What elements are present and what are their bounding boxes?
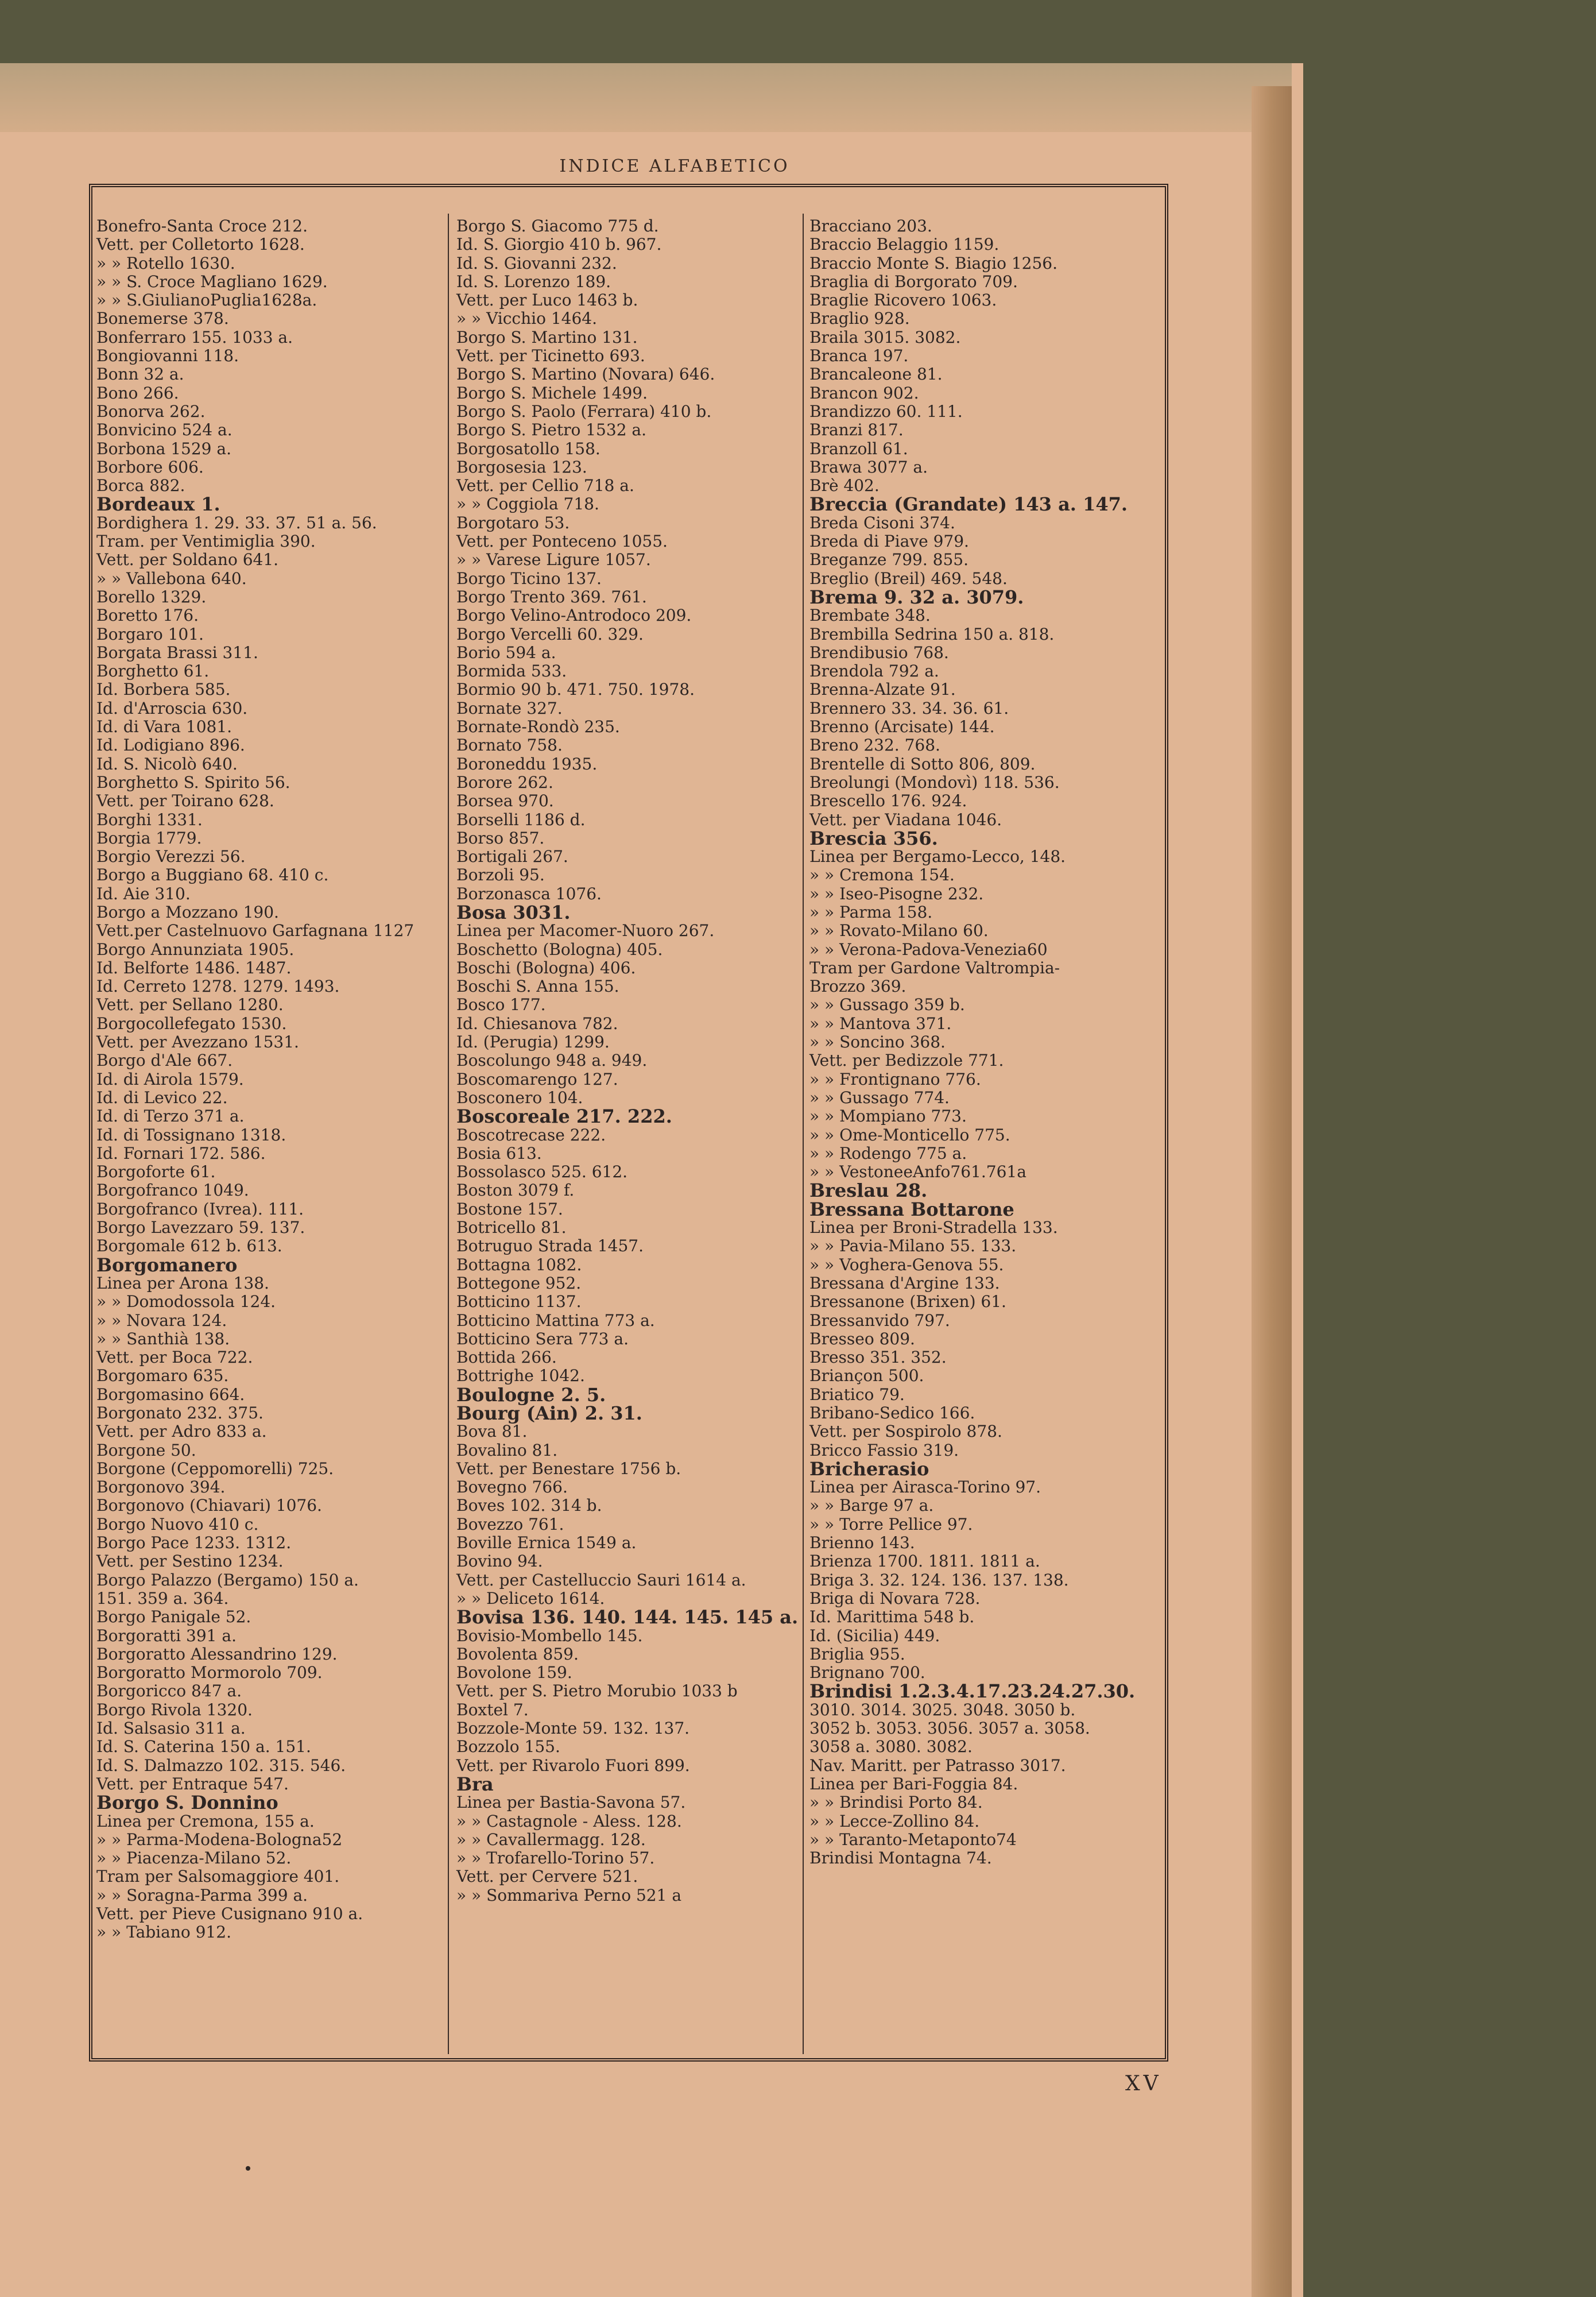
index-entry: Braila 3015. 3082. xyxy=(809,327,961,347)
index-entry: Borgo S. Pietro 1532 a. xyxy=(456,420,646,440)
index-entry: Bozzole-Monte 59. 132. 137. xyxy=(456,1719,690,1738)
index-entry: Id. S. Lorenzo 189. xyxy=(456,272,611,291)
index-entry: Brennero 33. 34. 36. 61. xyxy=(809,698,1009,718)
index-entry: » » Trofarello-Torino 57. xyxy=(456,1849,655,1868)
index-entry: Bozzolo 155. xyxy=(456,1737,560,1757)
index-entry: Id. Cerreto 1278. 1279. 1493. xyxy=(96,977,340,996)
index-entry: Brentelle di Sotto 806, 809. xyxy=(809,754,1036,774)
page-header: INDICE ALFABETICO xyxy=(559,156,790,176)
index-entry: Bono 266. xyxy=(96,383,179,403)
index-entry: Bra xyxy=(456,1773,494,1795)
index-entry: Brandizzo 60. 111. xyxy=(809,401,963,421)
index-entry: Id. Salsasio 311 a. xyxy=(96,1719,246,1738)
index-entry: Bonferraro 155. 1033 a. xyxy=(96,327,293,347)
index-entry: Bornato 758. xyxy=(456,736,563,755)
index-entry: Vett. per Soldano 641. xyxy=(96,550,279,570)
ink-dot xyxy=(246,2166,250,2171)
index-entry: Bracciano 203. xyxy=(809,216,932,235)
index-entry: Boves 102. 314 b. xyxy=(456,1496,602,1515)
index-entry: Breglio (Breil) 469. 548. xyxy=(809,569,1008,588)
index-entry: Bovegno 766. xyxy=(456,1478,568,1497)
index-entry: Brema 9. 32 a. 3079. xyxy=(809,586,1024,608)
index-entry: Borgio Verezzi 56. xyxy=(96,847,246,867)
index-entry: Borgo Trento 369. 761. xyxy=(456,587,647,606)
index-entry: Linea per Cremona, 155 a. xyxy=(96,1811,315,1831)
index-entry: » » Soragna-Parma 399 a. xyxy=(96,1885,308,1905)
index-entry: » » Rodengo 775 a. xyxy=(809,1143,967,1163)
index-entry: » » VestoneeAnfo761.761a xyxy=(809,1162,1026,1182)
index-entry: Bourg (Ain) 2. 31. xyxy=(456,1402,642,1424)
index-entry: Boscomarengo 127. xyxy=(456,1069,618,1089)
index-entry: Bovezzo 761. xyxy=(456,1514,564,1534)
index-entry: Borgonovo (Chiavari) 1076. xyxy=(96,1496,322,1515)
index-entry: Brozzo 369. xyxy=(809,977,907,996)
index-entry: Vett. per Benestare 1756 b. xyxy=(456,1459,681,1478)
index-entry: Borgone (Ceppomorelli) 725. xyxy=(96,1459,334,1478)
index-entry: » » Verona-Padova-Venezia60 xyxy=(809,939,1048,959)
index-entry: » » Torre Pellice 97. xyxy=(809,1514,973,1534)
index-entry: Bovolone 159. xyxy=(456,1663,572,1683)
index-entry: Id. (Sicilia) 449. xyxy=(809,1626,940,1645)
index-entry: Borgo Vercelli 60. 329. xyxy=(456,624,644,644)
index-entry: Id. S. Giorgio 410 b. 967. xyxy=(456,235,662,254)
index-entry: Linea per Airasca-Torino 97. xyxy=(809,1478,1041,1497)
index-entry: Bressanvido 797. xyxy=(809,1310,950,1330)
index-entry: Borgo a Buggiano 68. 410 c. xyxy=(96,865,329,885)
index-entry: Borgo Annunziata 1905. xyxy=(96,939,295,959)
index-entry: Borello 1329. xyxy=(96,587,207,606)
index-entry: » » Frontignano 776. xyxy=(809,1069,981,1089)
index-entry: Borso 857. xyxy=(456,828,545,848)
index-entry: Vett. per Viadana 1046. xyxy=(809,810,1002,829)
index-entry: » » Rotello 1630. xyxy=(96,253,235,273)
index-entry: Bova 81. xyxy=(456,1422,528,1441)
index-entry: Borgosatollo 158. xyxy=(456,439,601,458)
index-entry: Bottagna 1082. xyxy=(456,1255,582,1274)
index-entry: Borsea 970. xyxy=(456,791,554,811)
index-entry: Braglia di Borgorato 709. xyxy=(809,272,1018,291)
page-right-edge xyxy=(1252,86,1292,2297)
index-entry: » » Sommariva Perno 521 a xyxy=(456,1885,682,1905)
index-entry: Borgo Pace 1233. 1312. xyxy=(96,1533,292,1553)
index-entry: Borgocollefegato 1530. xyxy=(96,1014,287,1033)
index-entry: Borgo S. Martino (Novara) 646. xyxy=(456,365,715,384)
index-entry: Id. Lodigiano 896. xyxy=(96,736,245,755)
index-entry: Bressana Bottarone xyxy=(809,1198,1014,1220)
index-entry: Brienza 1700. 1811. 1811 a. xyxy=(809,1552,1040,1571)
index-entry: Borgofranco 1049. xyxy=(96,1181,249,1200)
index-entry: Briga di Novara 728. xyxy=(809,1588,981,1608)
index-entry: » » Iseo-Pisogne 232. xyxy=(809,884,984,903)
index-entry: Id. di Terzo 371 a. xyxy=(96,1107,245,1126)
index-entry: Linea per Broni-Stradella 133. xyxy=(809,1218,1058,1238)
index-entry: » » Cavallermagg. 128. xyxy=(456,1830,646,1849)
index-entry: Borselli 1186 d. xyxy=(456,810,586,829)
index-entry: Borgo Velino-Antrodoco 209. xyxy=(456,606,692,625)
index-entry: Borgo S. Paolo (Ferrara) 410 b. xyxy=(456,401,712,421)
index-entry: » » Mantova 371. xyxy=(809,1014,952,1033)
index-entry: Braglio 928. xyxy=(809,309,910,328)
index-entry: Bribano-Sedico 166. xyxy=(809,1403,975,1422)
index-entry: Bormio 90 b. 471. 750. 1978. xyxy=(456,680,695,699)
index-entry: Linea per Macomer-Nuoro 267. xyxy=(456,921,715,941)
index-entry: Borgotaro 53. xyxy=(456,513,570,532)
index-entry: 151. 359 a. 364. xyxy=(96,1588,229,1608)
index-entry: Vett. per Pieve Cusignano 910 a. xyxy=(96,1904,363,1924)
index-entry: Id. Borbera 585. xyxy=(96,680,231,699)
index-entry: » » Castagnole - Aless. 128. xyxy=(456,1811,682,1831)
index-entry: Boschi (Bologna) 406. xyxy=(456,958,636,977)
index-entry: » » Gussago 774. xyxy=(809,1088,950,1107)
index-entry: Borgo Nuovo 410 c. xyxy=(96,1514,259,1534)
index-entry: Boscolungo 948 a. 949. xyxy=(456,1051,648,1070)
index-entry: Bosconero 104. xyxy=(456,1088,583,1107)
index-entry: Bordeaux 1. xyxy=(96,493,220,516)
index-entry: Id. S. Nicolò 640. xyxy=(96,754,238,774)
index-entry: Brenno (Arcisate) 144. xyxy=(809,717,995,737)
index-entry: Bosco 177. xyxy=(456,995,546,1015)
index-entry: Nav. Maritt. per Patrasso 3017. xyxy=(809,1755,1066,1775)
index-entry: Borgo S. Giacomo 775 d. xyxy=(456,216,659,235)
index-entry: Braccio Belaggio 1159. xyxy=(809,235,1000,254)
index-entry: Botticino 1137. xyxy=(456,1292,582,1312)
index-entry: Bovino 94. xyxy=(456,1552,543,1571)
index-entry: Branzi 817. xyxy=(809,420,904,440)
index-entry: Vett. per Colletorto 1628. xyxy=(96,235,305,254)
index-entry: Borgomasino 664. xyxy=(96,1385,245,1404)
index-entry: Brancaleone 81. xyxy=(809,365,943,384)
index-entry: Bonorva 262. xyxy=(96,401,206,421)
index-entry: Bressanone (Brixen) 61. xyxy=(809,1292,1006,1312)
index-entry: » » Piacenza-Milano 52. xyxy=(96,1849,292,1868)
index-entry: Borore 262. xyxy=(456,772,553,792)
index-entry: » » Santhià 138. xyxy=(96,1329,230,1348)
index-entry: Brawa 3077 a. xyxy=(809,457,928,477)
index-entry: Id. Chiesanova 782. xyxy=(456,1014,618,1033)
index-entry: Id. (Perugia) 1299. xyxy=(456,1033,610,1052)
index-entry: Bovisa 136. 140. 144. 145. 145 a. xyxy=(456,1606,799,1629)
index-entry: Brienno 143. xyxy=(809,1533,915,1553)
index-entry: » » Pavia-Milano 55. 133. xyxy=(809,1236,1017,1256)
index-entry: » » Varese Ligure 1057. xyxy=(456,550,651,570)
index-entry: Bornate-Rondò 235. xyxy=(456,717,620,737)
index-entry: Brembate 348. xyxy=(809,606,931,625)
index-entry: Bottida 266. xyxy=(456,1348,557,1367)
index-entry: Linea per Bastia-Savona 57. xyxy=(456,1793,686,1812)
index-entry: Brescello 176. 924. xyxy=(809,791,967,811)
index-entry: Vett. per Ponteceno 1055. xyxy=(456,532,668,551)
index-entry: Brè 402. xyxy=(809,476,880,496)
index-entry: Vett. per S. Pietro Morubio 1033 b xyxy=(456,1681,738,1701)
index-entry: Id. Aie 310. xyxy=(96,884,191,903)
index-entry: Linea per Arona 138. xyxy=(96,1273,269,1293)
index-entry: Borgo Panigale 52. xyxy=(96,1607,251,1627)
index-entry: Borgonato 232. 375. xyxy=(96,1403,264,1422)
index-entry: Bordighera 1. 29. 33. 37. 51 a. 56. xyxy=(96,513,377,532)
index-entry: Borgomanero xyxy=(96,1254,238,1276)
index-entry: Bresso 351. 352. xyxy=(809,1348,947,1367)
index-entry: 3052 b. 3053. 3056. 3057 a. 3058. xyxy=(809,1719,1090,1738)
index-entry: Borzonasca 1076. xyxy=(456,884,602,903)
index-entry: Borgo S. Michele 1499. xyxy=(456,383,648,403)
index-entry: Briga 3. 32. 124. 136. 137. 138. xyxy=(809,1570,1069,1590)
column-separator xyxy=(803,214,804,2054)
index-entry: Vett. per Toirano 628. xyxy=(96,791,274,811)
index-entry: Brancon 902. xyxy=(809,383,919,403)
index-entry: Bonefro-Santa Croce 212. xyxy=(96,216,308,235)
index-entry: » » Coggiola 718. xyxy=(456,494,599,514)
index-entry: Borbona 1529 a. xyxy=(96,439,231,458)
index-entry: Boschi S. Anna 155. xyxy=(456,977,619,996)
index-entry: » » Ome-Monticello 775. xyxy=(809,1125,1010,1144)
index-entry: Borgo d'Ale 667. xyxy=(96,1051,233,1070)
index-entry: Borgoratto Mormorolo 709. xyxy=(96,1663,323,1683)
index-entry: Boretto 176. xyxy=(96,606,199,625)
index-entry: » » S.GiulianoPuglia1628a. xyxy=(96,291,317,310)
index-entry: Boscoreale 217. 222. xyxy=(456,1105,672,1128)
index-entry: Borgomale 612 b. 613. xyxy=(96,1236,282,1256)
index-entry: Boston 3079 f. xyxy=(456,1181,575,1200)
index-entry: Borgomaro 635. xyxy=(96,1366,229,1386)
index-entry: Borgo Lavezzaro 59. 137. xyxy=(96,1218,305,1238)
index-entry: Id. Belforte 1486. 1487. xyxy=(96,958,292,977)
index-entry: Bresseo 809. xyxy=(809,1329,915,1348)
index-entry: Briançon 500. xyxy=(809,1366,924,1386)
index-entry: Briglia 955. xyxy=(809,1644,905,1664)
index-entry: » » Parma 158. xyxy=(809,902,933,922)
index-entry: Boroneddu 1935. xyxy=(456,754,598,774)
index-entry: » » Parma-Modena-Bologna52 xyxy=(96,1830,343,1849)
index-entry: Borgo Ticino 137. xyxy=(456,569,602,588)
index-entry: Boscotrecase 222. xyxy=(456,1125,606,1144)
index-entry: Bottegone 952. xyxy=(456,1273,582,1293)
index-entry: » » Voghera-Genova 55. xyxy=(809,1255,1004,1274)
index-entry: Id. di Tossignano 1318. xyxy=(96,1125,286,1144)
index-entry: Borgo Palazzo (Bergamo) 150 a. xyxy=(96,1570,359,1590)
index-entry: Borzoli 95. xyxy=(456,865,545,885)
index-entry: Vett. per Sestino 1234. xyxy=(96,1552,284,1571)
index-entry: » » Taranto-Metaponto74 xyxy=(809,1830,1017,1849)
index-entry: Bostone 157. xyxy=(456,1199,563,1219)
index-entry: » » Vallebona 640. xyxy=(96,569,247,588)
index-entry: Borio 594 a. xyxy=(456,643,556,662)
index-entry: Borgo S. Donnino xyxy=(96,1792,278,1814)
index-entry: Bovisio-Mombello 145. xyxy=(456,1626,643,1645)
index-entry: Braglie Ricovero 1063. xyxy=(809,291,997,310)
index-entry: Vett. per Cellio 718 a. xyxy=(456,476,634,496)
index-entry: Borgo a Mozzano 190. xyxy=(96,902,279,922)
index-entry: Bovalino 81. xyxy=(456,1440,558,1460)
index-entry: Bortigali 267. xyxy=(456,847,568,867)
index-entry: Borghetto S. Spirito 56. xyxy=(96,772,290,792)
index-entry: Breda di Piave 979. xyxy=(809,532,969,551)
index-entry: Bonemerse 378. xyxy=(96,309,229,328)
index-entry: Linea per Bergamo-Lecco, 148. xyxy=(809,847,1066,867)
index-entry: Vett. per Entraque 547. xyxy=(96,1774,289,1793)
index-entry: » » Rovato-Milano 60. xyxy=(809,921,989,941)
index-entry: » » Cremona 154. xyxy=(809,865,955,885)
index-entry: Borghi 1331. xyxy=(96,810,203,829)
index-column-2 xyxy=(456,217,801,1905)
index-entry: Brindisi 1.2.3.4.17.23.24.27.30. xyxy=(809,1680,1136,1703)
index-entry: Linea per Bari-Foggia 84. xyxy=(809,1774,1018,1793)
index-entry: Bornate 327. xyxy=(456,698,563,718)
index-entry: Tram per Gardone Valtrompia- xyxy=(809,958,1060,977)
index-entry: » » S. Croce Magliano 1629. xyxy=(96,272,328,291)
index-entry: Borgo S. Martino 131. xyxy=(456,327,638,347)
index-entry: » » Soncino 368. xyxy=(809,1033,946,1052)
index-entry: » » Lecce-Zollino 84. xyxy=(809,1811,980,1831)
index-entry: Vett. per Sellano 1280. xyxy=(96,995,284,1015)
index-entry: Vett. per Luco 1463 b. xyxy=(456,291,638,310)
index-entry: Breslau 28. xyxy=(809,1180,928,1202)
index-entry: » » Mompiano 773. xyxy=(809,1107,967,1126)
index-entry: Bossolasco 525. 612. xyxy=(456,1162,628,1182)
index-entry: Breno 232. 768. xyxy=(809,736,940,755)
index-entry: Borgoricco 847 a. xyxy=(96,1681,242,1701)
index-entry: Boschetto (Bologna) 405. xyxy=(456,939,663,959)
index-entry: Brignano 700. xyxy=(809,1663,925,1683)
index-entry: » » Domodossola 124. xyxy=(96,1292,276,1312)
index-entry: Borgia 1779. xyxy=(96,828,202,848)
index-entry: Breccia (Grandate) 143 a. 147. xyxy=(809,493,1128,516)
index-entry: Bricherasio xyxy=(809,1457,929,1480)
index-entry: Braccio Monte S. Biagio 1256. xyxy=(809,253,1058,273)
index-entry: Branzoll 61. xyxy=(809,439,908,458)
index-entry: Borgone 50. xyxy=(96,1440,196,1460)
index-entry: Boville Ernica 1549 a. xyxy=(456,1533,637,1553)
index-entry: Bormida 533. xyxy=(456,662,567,681)
page-number: XV xyxy=(1125,2072,1162,2095)
index-entry: Tram per Salsomaggiore 401. xyxy=(96,1867,340,1886)
index-entry: Id. Fornari 172. 586. xyxy=(96,1143,266,1163)
index-entry: Id. di Levico 22. xyxy=(96,1088,228,1107)
index-entry: Id. d'Arroscia 630. xyxy=(96,698,248,718)
index-entry: Borgoratto Alessandrino 129. xyxy=(96,1644,338,1664)
index-entry: Borgaro 101. xyxy=(96,624,204,644)
index-entry: Branca 197. xyxy=(809,346,909,366)
index-entry: » » Gussago 359 b. xyxy=(809,995,965,1015)
index-entry: Vett. per Avezzano 1531. xyxy=(96,1033,299,1052)
index-entry: Brenna-Alzate 91. xyxy=(809,680,956,699)
index-entry: Vett. per Rivarolo Fuori 899. xyxy=(456,1755,690,1775)
index-entry: Brendibusio 768. xyxy=(809,643,949,662)
index-entry: » » Vicchio 1464. xyxy=(456,309,598,328)
index-entry: Vett.per Castelnuovo Garfagnana 1127 xyxy=(96,921,415,941)
index-entry: Bricco Fassio 319. xyxy=(809,1440,959,1460)
index-entry: Vett. per Adro 833 a. xyxy=(96,1422,267,1441)
index-entry: Vett. per Bedizzole 771. xyxy=(809,1051,1004,1070)
index-entry: Breda Cisoni 374. xyxy=(809,513,955,532)
index-entry: » » Tabiano 912. xyxy=(96,1923,231,1942)
index-entry: Id. S. Giovanni 232. xyxy=(456,253,617,273)
index-entry: Boulogne 2. 5. xyxy=(456,1383,606,1406)
index-entry: Vett. per Ticinetto 693. xyxy=(456,346,645,366)
column-separator xyxy=(448,214,449,2054)
index-entry: Bonvicino 524 a. xyxy=(96,420,233,440)
index-entry: Bonn 32 a. xyxy=(96,365,184,384)
index-entry: Bongiovanni 118. xyxy=(96,346,239,366)
index-entry: Brindisi Montagna 74. xyxy=(809,1849,992,1868)
index-entry: Borgoforte 61. xyxy=(96,1162,216,1182)
index-column-1 xyxy=(96,217,429,1942)
index-entry: Breganze 799. 855. xyxy=(809,550,969,570)
index-entry: Breolungi (Mondovì) 118. 536. xyxy=(809,772,1060,792)
index-entry: Vett. per Cervere 521. xyxy=(456,1867,638,1886)
index-entry: 3058 a. 3080. 3082. xyxy=(809,1737,973,1757)
index-entry: Tram. per Ventimiglia 390. xyxy=(96,532,316,551)
index-entry: Borgoratti 391 a. xyxy=(96,1626,237,1645)
index-entry: Borghetto 61. xyxy=(96,662,210,681)
index-entry: Id. di Airola 1579. xyxy=(96,1069,244,1089)
index-entry: » » Barge 97 a. xyxy=(809,1496,934,1515)
index-entry: Borgata Brassi 311. xyxy=(96,643,258,662)
index-entry: » » Novara 124. xyxy=(96,1310,227,1330)
index-entry: Briatico 79. xyxy=(809,1385,905,1404)
index-entry: » » Brindisi Porto 84. xyxy=(809,1793,983,1812)
index-column-3 xyxy=(809,217,1165,1867)
index-entry: Id. S. Dalmazzo 102. 315. 546. xyxy=(96,1755,346,1775)
index-entry: Bressana d'Argine 133. xyxy=(809,1273,1000,1293)
index-entry: Id. S. Caterina 150 a. 151. xyxy=(96,1737,311,1757)
index-entry: Borbore 606. xyxy=(96,457,204,477)
page-top-edge xyxy=(0,63,1292,132)
index-entry: Botricello 81. xyxy=(456,1218,567,1238)
index-entry: Borgofranco (Ivrea). 111. xyxy=(96,1199,304,1219)
index-entry: Id. di Vara 1081. xyxy=(96,717,233,737)
index-entry: Brembilla Sedrina 150 a. 818. xyxy=(809,624,1055,644)
index-entry: Brendola 792 a. xyxy=(809,662,939,681)
index-entry: 3010. 3014. 3025. 3048. 3050 b. xyxy=(809,1700,1076,1719)
index-entry: Botticino Mattina 773 a. xyxy=(456,1310,655,1330)
index-entry: Borgo Rivola 1320. xyxy=(96,1700,253,1719)
index-entry: Id. Marittima 548 b. xyxy=(809,1607,975,1627)
index-entry: Bottrighe 1042. xyxy=(456,1366,585,1386)
index-entry: Boxtel 7. xyxy=(456,1700,529,1719)
index-entry: Borgonovo 394. xyxy=(96,1478,226,1497)
index-entry: Bovolenta 859. xyxy=(456,1644,579,1664)
index-entry: Brescia 356. xyxy=(809,827,938,849)
index-entry: Borca 882. xyxy=(96,476,185,496)
index-entry: Vett. per Sospirolo 878. xyxy=(809,1422,1002,1441)
index-entry: » » Deliceto 1614. xyxy=(456,1588,605,1608)
index-entry: Bosia 613. xyxy=(456,1143,542,1163)
index-entry: Bosa 3031. xyxy=(456,901,571,923)
index-entry: Botticino Sera 773 a. xyxy=(456,1329,629,1348)
index-entry: Vett. per Castelluccio Sauri 1614 a. xyxy=(456,1570,746,1590)
index-entry: Borgosesia 123. xyxy=(456,457,587,477)
index-entry: Vett. per Boca 722. xyxy=(96,1348,253,1367)
index-entry: Botruguo Strada 1457. xyxy=(456,1236,644,1256)
